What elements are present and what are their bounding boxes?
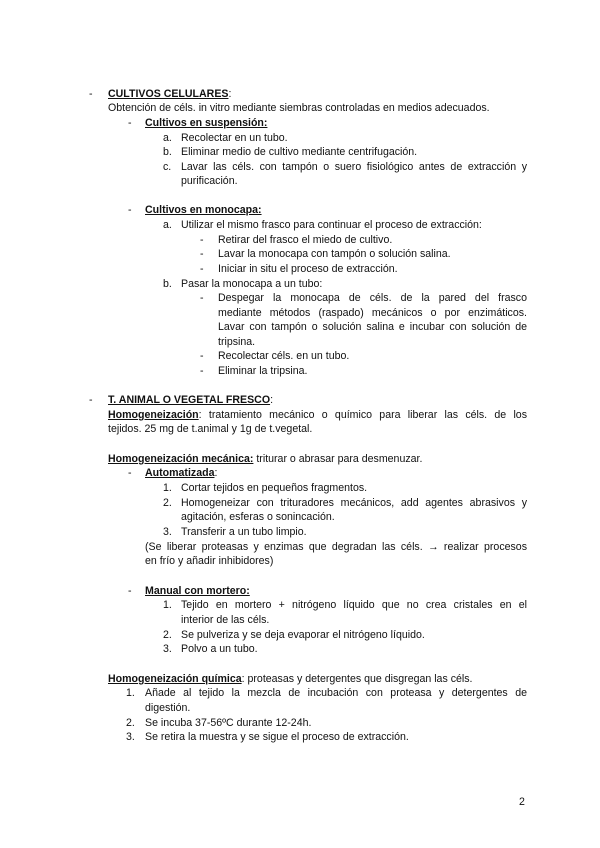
list-marker: b.	[163, 278, 172, 290]
section-title: CULTIVOS CELULARES	[108, 88, 229, 100]
list-item: Utilizar el mismo frasco para continuar el proceso de extracción:	[181, 219, 482, 231]
note-text: (Se liberar proteasas y enzimas que degradan las céls. → realizar procesos	[145, 541, 527, 553]
section-heading	[108, 88, 231, 101]
list-marker: 2.	[163, 497, 172, 509]
section-title: T. ANIMAL O VEGETAL FRESCO	[108, 394, 271, 406]
sub-list-item-line: mediante métodos (raspado) mecánicos o por enzimáticos.	[218, 307, 527, 319]
list-item: Se pulveriza y se deja evaporar el nitrógeno líquido.	[181, 629, 425, 641]
list-marker: 2.	[126, 717, 135, 729]
list-item-continuation: digestión.	[145, 702, 191, 714]
term-label: Homogeneización mecánica:	[108, 453, 254, 465]
note-text-cont: en frío y añadir inhibidores)	[145, 555, 274, 567]
list-item: Transferir a un tubo limpio.	[181, 526, 307, 538]
list-marker: 3.	[126, 731, 135, 743]
list-item-continuation: interior de las céls.	[181, 614, 270, 626]
list-item: Lavar las céls. con tampón o suero fisiológico antes de extracción y	[181, 161, 527, 173]
sub-bullet: -	[128, 467, 132, 479]
subsection-title: Cultivos en monocapa:	[145, 204, 262, 216]
sub-list-item: Recolectar céls. en un tubo.	[218, 350, 350, 362]
term-label: Homogeneización	[108, 409, 199, 421]
title-suffix: :	[270, 394, 274, 406]
chemical-heading	[108, 673, 472, 686]
section-intro: Obtención de céls. in vitro mediante siembras controladas en medios adecuados.	[108, 102, 490, 114]
section-bullet: -	[89, 88, 93, 100]
sub-list-item: Retirar del frasco el miedo de cultivo.	[218, 234, 393, 246]
list-marker: 2.	[163, 629, 172, 641]
subsection-title: Cultivos en suspensión:	[145, 117, 268, 129]
list-marker: b.	[163, 146, 172, 158]
list-item: Polvo a un tubo.	[181, 643, 258, 655]
list-marker: 1.	[163, 599, 172, 611]
subsection-title: Automatizada	[145, 467, 215, 479]
list-marker: c.	[163, 161, 172, 173]
dash-marker: -	[200, 263, 204, 275]
list-item: Eliminar medio de cultivo mediante centrifugación.	[181, 146, 418, 158]
section-heading	[108, 394, 273, 407]
list-item: Tejido en mortero + nitrógeno líquido que no crea cristales en el	[181, 599, 527, 611]
dash-marker: -	[200, 292, 204, 304]
sub-list-item-line: Lavar con tampón o solución salina e incubar con solución de	[218, 321, 527, 333]
dash-marker: -	[200, 248, 204, 260]
term-text: : tratamiento mecánico o químico para liberar las céls. de los	[198, 409, 527, 421]
mechanical-heading	[108, 453, 422, 466]
homog-definition	[108, 409, 527, 422]
dash-marker: -	[200, 234, 204, 246]
term-text: triturar o abrasar para desmenuzar.	[253, 453, 423, 465]
list-marker: 1.	[163, 482, 172, 494]
sub-bullet: -	[128, 204, 132, 216]
sub-bullet: -	[128, 585, 132, 597]
sub-list-item: Eliminar la tripsina.	[218, 365, 308, 377]
sub-list-item: Despegar la monocapa de céls. de la pared del frasco	[218, 292, 527, 304]
list-item: Se retira la muestra y se sigue el proceso de extracción.	[145, 731, 409, 743]
list-item: Homogeneizar con trituradores mecánicos, add agentes abrasivos y	[181, 497, 527, 509]
list-marker: 3.	[163, 526, 172, 538]
sub-list-item: Lavar la monocapa con tampón o solución salina.	[218, 248, 451, 260]
subsection-title: Manual con mortero:	[145, 585, 250, 597]
term-label: Homogeneización química	[108, 673, 242, 685]
page-number: 2	[519, 796, 525, 808]
sub-list-item-line: tripsina.	[218, 336, 256, 348]
homog-definition-cont: tejidos. 25 mg de t.animal y 1g de t.vegetal.	[108, 423, 313, 435]
list-item: Añade al tejido la mezcla de incubación con proteasa y detergentes de	[145, 687, 527, 699]
list-item: Recolectar en un tubo.	[181, 132, 288, 144]
subsection-heading	[145, 467, 217, 480]
list-marker: a.	[163, 132, 172, 144]
list-marker: 3.	[163, 643, 172, 655]
dash-marker: -	[200, 350, 204, 362]
section-bullet: -	[89, 394, 93, 406]
title-suffix: :	[214, 467, 218, 479]
list-item-continuation: agitación, esferas o sonincación.	[181, 511, 335, 523]
list-marker: 1.	[126, 687, 135, 699]
list-marker: a.	[163, 219, 172, 231]
term-text: : proteasas y detergentes que disgregan las céls.	[241, 673, 473, 685]
list-item: Se incuba 37-56ºC durante 12-24h.	[145, 717, 312, 729]
list-item: Pasar la monocapa a un tubo:	[181, 278, 323, 290]
list-item: Cortar tejidos en pequeños fragmentos.	[181, 482, 368, 494]
list-item-continuation: purificación.	[181, 175, 238, 187]
sub-bullet: -	[128, 117, 132, 129]
dash-marker: -	[200, 365, 204, 377]
title-suffix: :	[228, 88, 232, 100]
sub-list-item: Iniciar in situ el proceso de extracción.	[218, 263, 398, 275]
